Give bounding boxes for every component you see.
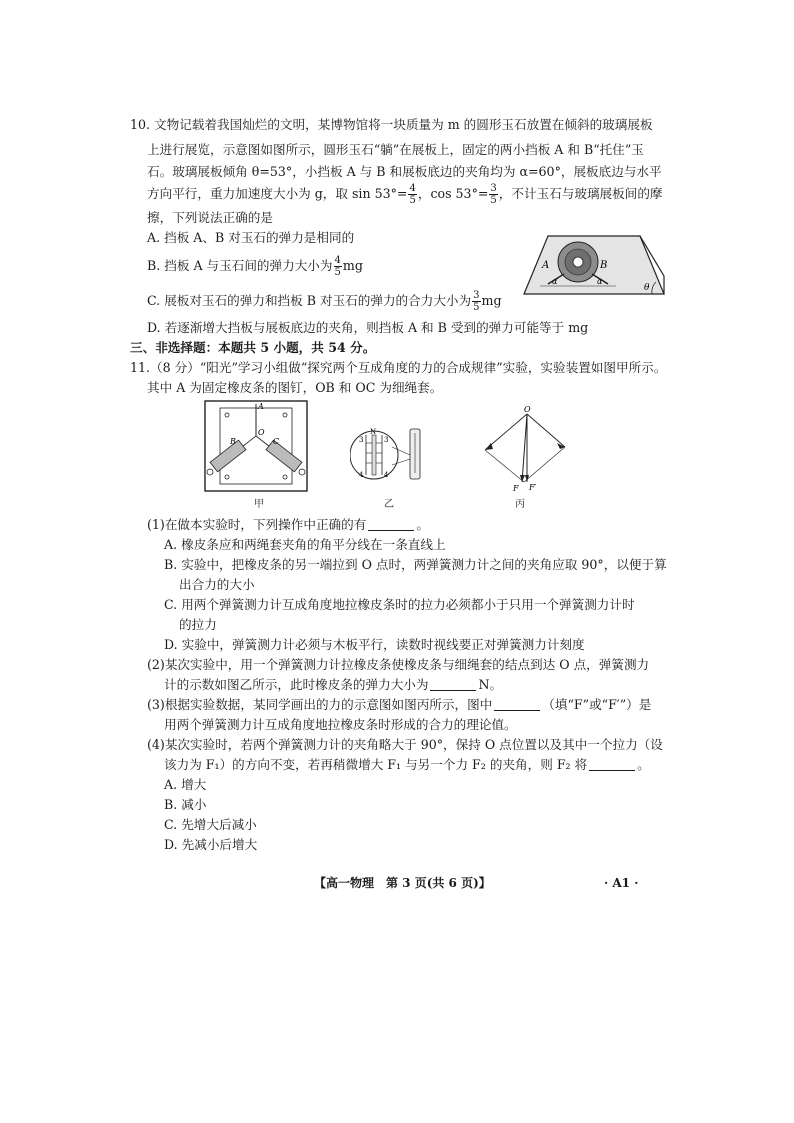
- q10-option-b-text: B. 挡板 A 与玉石间的弹力大小为: [147, 258, 333, 273]
- figure-jia: [200, 398, 312, 496]
- q10-line-2: 上进行展览，示意图如图所示，圆形玉石“躺”在展板上，固定的两小挡板 A 和 B“托住”玉: [147, 142, 644, 157]
- q10-option-c-text: C. 展板对玉石的弹力和挡板 B 对玉石的弹力的合力大小为: [147, 293, 472, 308]
- jia-label-c: C: [273, 437, 280, 446]
- q11-p1-option-c-1: C. 用两个弹簧测力计互成角度地拉橡皮条时的拉力必须都小于只用一个弹簧测力计时: [164, 597, 635, 612]
- q11-p1-option-b-1: B. 实验中，把橡皮条的另一端拉到 O 点时，两弹簧测力计之间的夹角应取 90°，以便于算: [164, 557, 667, 572]
- frac-3-5: [472, 290, 480, 313]
- q11-p4-option-a: A. 增大: [164, 777, 207, 792]
- fig-label-theta: θ: [644, 283, 650, 293]
- jia-label-a: A: [258, 402, 264, 411]
- q11-p4-option-b: B. 减小: [164, 797, 207, 812]
- frac-3-5: [489, 183, 497, 206]
- fig-label-b: B: [600, 260, 608, 271]
- frac-den: 5: [334, 267, 341, 278]
- caption-bing: 丙: [515, 499, 525, 510]
- figure-bing: [480, 402, 570, 494]
- frac-4-5: [408, 183, 416, 206]
- frac-den: 5: [473, 302, 480, 313]
- q11-part-4-line-1: (4)某次实验时，若两个弹簧测力计的夹角略大于 90°，保持 O 点位置以及其中一个拉力（设: [147, 737, 663, 752]
- footer-code: · A1 ·: [604, 876, 639, 890]
- figure-yi: [350, 425, 435, 487]
- q11-part-3-line-2: 用两个弹簧测力计互成角度地拉橡皮条时形成的合力的理论值。: [164, 717, 517, 732]
- footer-page-info: 【高一物理 第 3 页(共 6 页)】: [314, 876, 491, 890]
- q11-line-2: 其中 A 为固定橡皮条的图钉，OB 和 OC 为细绳套。: [147, 380, 443, 395]
- q11-part-3-line-1: [147, 696, 651, 714]
- q10-line-4c: ，不计玉石与玻璃展板间的摩: [498, 186, 663, 201]
- q11-part-3-end: （填“F”或“F′”）是: [542, 697, 652, 712]
- q10-option-b: [147, 255, 363, 278]
- q10-line-3: 石。玻璃展板倾角 θ=53°，小挡板 A 与 B 和展板底边的夹角均为 α=60°，展板底边与水平: [147, 164, 662, 179]
- section-header: 三、非选择题：本题共 5 小题，共 54 分。: [130, 340, 376, 355]
- q11-part-4-line-2: [164, 756, 650, 774]
- answer-blank-4[interactable]: [589, 758, 635, 771]
- bing-label-f: F: [513, 484, 519, 493]
- frac-den: 5: [409, 195, 416, 206]
- fig-label-a: A: [542, 260, 550, 271]
- q10-figure: [520, 226, 670, 306]
- q10-option-b-unit: mg: [342, 258, 363, 273]
- q10-line-4: [147, 183, 663, 206]
- q11-line-1: 11.（8 分）“阳光”学习小组做“探究两个互成角度的力的合成规律”实验，实验装置如图甲所示。: [130, 360, 667, 375]
- frac-num: 3: [490, 183, 497, 194]
- frac-4-5: [334, 255, 342, 278]
- q11-part-1-end: 。: [416, 517, 429, 532]
- caption-yi: 乙: [384, 499, 394, 510]
- jia-label-o: O: [258, 428, 265, 437]
- bing-label-o: O: [524, 405, 531, 414]
- answer-blank-3[interactable]: [494, 698, 540, 711]
- frac-num: 3: [473, 290, 480, 301]
- q10-line-5: 擦，下列说法正确的是: [147, 210, 273, 225]
- q11-p1-option-d: D. 实验中，弹簧测力计必须与木板平行，读数时视线要正对弹簧测力计刻度: [164, 637, 585, 652]
- q10-option-d: D. 若逐渐增大挡板与展板底边的夹角，则挡板 A 和 B 受到的弹力可能等于 mg: [147, 320, 589, 335]
- bing-label-fprime: F′: [529, 483, 537, 492]
- q11-p1-option-b-2: 出合力的大小: [179, 577, 255, 592]
- q11-part-1-text: (1)在做本实验时，下列操作中正确的有: [147, 517, 367, 532]
- q11-p4-option-c: C. 先增大后减小: [164, 817, 257, 832]
- caption-jia: 甲: [254, 499, 264, 510]
- q10-line-4b: ，cos 53°=: [417, 186, 489, 201]
- q10-option-c-unit: mg: [481, 293, 502, 308]
- yi-label-n: N: [370, 428, 377, 436]
- q11-part-2-text: 计的示数如图乙所示，此时橡皮条的弹力大小为: [164, 677, 429, 692]
- frac-num: 4: [334, 255, 341, 266]
- q10-option-a: A. 挡板 A、B 对玉石的弹力是相同的: [147, 230, 355, 245]
- q11-p1-option-c-2: 的拉力: [179, 617, 217, 632]
- frac-den: 5: [490, 195, 497, 206]
- q11-part-4-text: 该力为 F₁）的方向不变，若再稍微增大 F₁ 与另一个力 F₂ 的夹角，则 F₂ 将: [164, 757, 588, 772]
- yi-tick-3a: 3: [359, 436, 364, 444]
- q10-option-c: [147, 290, 502, 313]
- jia-label-b: B: [230, 437, 236, 446]
- q11-part-2-line-1: (2)某次实验中，用一个弹簧测力计拉橡皮条使橡皮条与细绳套的结点到达 O 点，弹簧测力: [147, 657, 650, 672]
- answer-blank-2[interactable]: [430, 678, 476, 691]
- q10-line-4a: 方向平行，重力加速度大小为 g，取 sin 53°=: [147, 186, 408, 201]
- answer-blank-1[interactable]: [368, 518, 414, 531]
- q10-line-1: 10. 文物记载着我国灿烂的文明，某博物馆将一块质量为 m 的圆形玉石放置在倾斜的玻璃展板: [130, 117, 653, 132]
- yi-tick-4a: 4: [359, 471, 364, 479]
- yi-tick-3b: 3: [384, 436, 389, 444]
- q11-part-3-text: (3)根据实验数据，某同学画出的力的示意图如图丙所示，图中: [147, 697, 493, 712]
- q11-p4-option-d: D. 先减小后增大: [164, 837, 258, 852]
- q11-p1-option-a: A. 橡皮条应和两绳套夹角的角平分线在一条直线上: [164, 537, 446, 552]
- q11-part-2-line-2: [164, 676, 502, 694]
- fig-label-alpha-left: α: [552, 277, 558, 286]
- q11-part-1: [147, 516, 429, 534]
- q11-part-2-end: N。: [478, 677, 503, 692]
- q11-part-4-end: 。: [637, 757, 650, 772]
- fig-label-alpha-right: α: [597, 277, 603, 286]
- frac-num: 4: [409, 183, 416, 194]
- yi-tick-4b: 4: [384, 471, 389, 479]
